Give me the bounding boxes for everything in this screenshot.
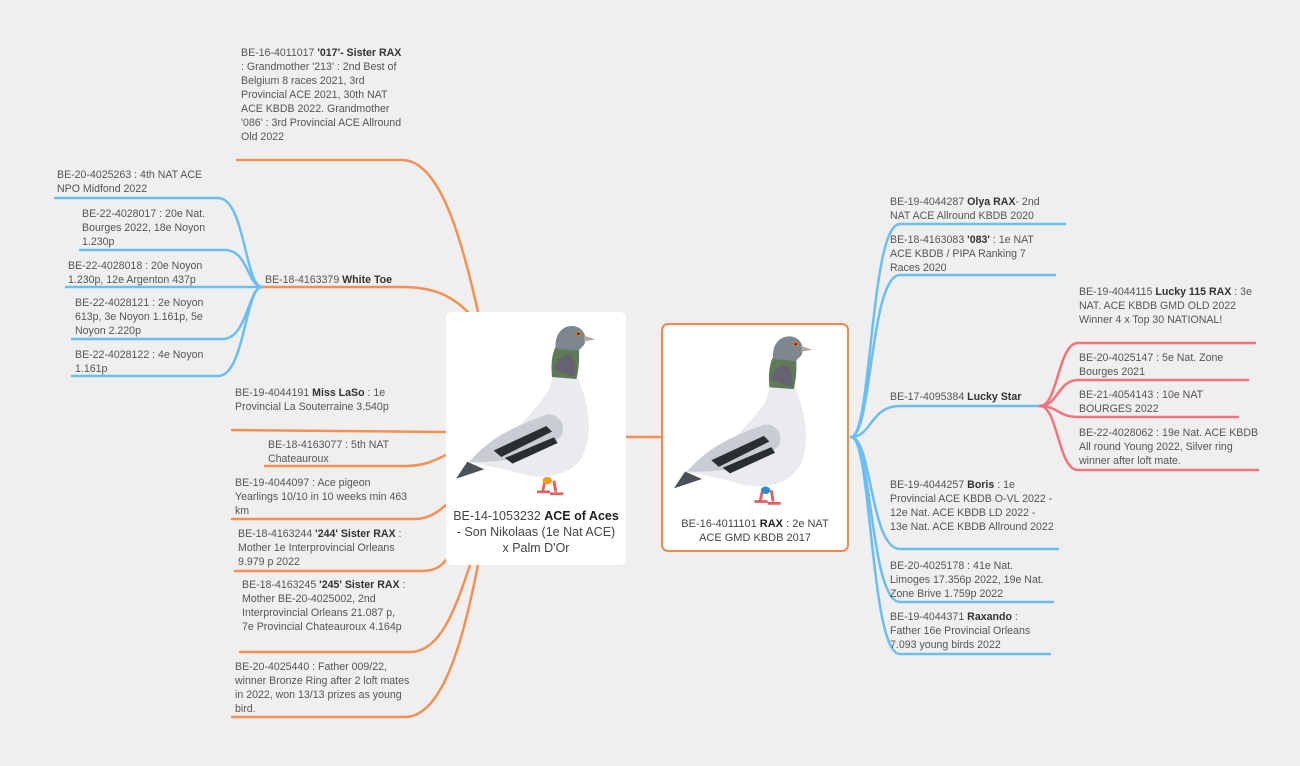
node-ring-id: BE-18-4163083 bbox=[890, 234, 968, 246]
node-description: : 20e Noyon 1.230p, 12e Argenton 437p bbox=[68, 260, 203, 286]
node-olya-rax[interactable] bbox=[890, 195, 1062, 223]
node-name: '245' Sister RAX bbox=[319, 579, 400, 591]
center-pigeon-card[interactable] bbox=[446, 312, 626, 565]
node-ring-id: BE-22-4028018 bbox=[68, 260, 146, 272]
node-name: Olya RAX bbox=[967, 196, 1016, 208]
node-ring-id: BE-18-4163077 bbox=[268, 439, 346, 451]
node-4028122[interactable] bbox=[75, 348, 225, 376]
node-sister-017[interactable] bbox=[241, 46, 406, 144]
node-description: : 1e Provincial ACE KBDB O-VL 2022 - 12e Nat. ACE KBDB LD 2022 - 13e Nat. ACE KBDB Allround 2022 bbox=[890, 479, 1054, 533]
node-4028062[interactable] bbox=[1079, 426, 1259, 468]
node-name: '017'- Sister RAX bbox=[317, 47, 402, 59]
pigeon-photo bbox=[456, 320, 616, 500]
node-4044097[interactable] bbox=[235, 476, 410, 518]
center-name: ACE of Aces bbox=[544, 509, 619, 523]
node-sister-244[interactable] bbox=[238, 527, 413, 569]
rax-name: RAX bbox=[759, 518, 784, 530]
node-description: : Father 16e Provincial Orleans 7.093 young birds 2022 bbox=[890, 611, 1031, 651]
node-ring-id: BE-20-4025440 bbox=[235, 661, 313, 673]
node-description: : 20e Nat. Bourges 2022, 18e Noyon 1.230p bbox=[82, 208, 206, 248]
rax-ring-id: BE-16-4011101 bbox=[681, 518, 757, 530]
node-ring-id: BE-19-4044097 bbox=[235, 477, 313, 489]
node-name: White Toe bbox=[342, 274, 392, 286]
node-ring-id: BE-19-4044191 bbox=[235, 387, 313, 399]
node-description: : 5e Nat. Zone Bourges 2021 bbox=[1079, 352, 1224, 378]
node-4025440[interactable] bbox=[235, 660, 410, 716]
node-description: : 1e Provincial La Souterraine 3.540p bbox=[235, 387, 389, 413]
node-white-toe[interactable] bbox=[265, 273, 415, 287]
rax-pigeon-card[interactable] bbox=[661, 323, 849, 552]
center-description: - Son Nikolaas (1e Nat ACE) x Palm D'Or bbox=[456, 525, 616, 555]
link-luckystar bbox=[851, 406, 1040, 437]
node-name: Raxando bbox=[967, 611, 1012, 623]
node-name: '083' bbox=[967, 234, 990, 246]
node-ring-id: BE-19-4044115 bbox=[1079, 286, 1156, 298]
node-4025263[interactable] bbox=[57, 168, 227, 196]
node-description: : Ace pigeon Yearlings 10/10 in 10 weeks min 463 km bbox=[235, 477, 408, 517]
node-4054143[interactable] bbox=[1079, 388, 1239, 416]
node-4025178[interactable] bbox=[890, 559, 1052, 601]
node-ring-id: BE-22-4028122 bbox=[75, 349, 153, 361]
node-ring-id: BE-22-4028062 bbox=[1079, 427, 1157, 439]
node-name: Miss LaSo bbox=[312, 387, 365, 399]
node-description: : 5th NAT Chateauroux bbox=[268, 439, 389, 465]
node-4163077[interactable] bbox=[268, 438, 413, 466]
center-caption bbox=[452, 508, 620, 556]
node-name: Lucky Star bbox=[967, 391, 1022, 403]
node-ring-id: BE-22-4028017 bbox=[82, 208, 160, 220]
node-ring-id: BE-19-4044257 bbox=[890, 479, 968, 491]
node-miss-laso[interactable] bbox=[235, 386, 410, 414]
node-name: Boris bbox=[967, 479, 995, 491]
node-ring-id: BE-18-4163244 bbox=[238, 528, 316, 540]
rax-description: : 2e NAT ACE GMD KBDB 2017 bbox=[699, 518, 829, 544]
node-name: '244' Sister RAX bbox=[315, 528, 396, 540]
node-ring-id: BE-22-4028121 bbox=[75, 297, 153, 309]
node-ring-id: BE-18-4163379 bbox=[265, 274, 343, 286]
node-description: : Grandmother '213' : 2nd Best of Belgium 8 races 2021, 3rd Provincial ACE 2021, 30th NAT ACE KBDB 2022. Grandmother '086' : 3rd Provincial ACE Allround Old 2022 bbox=[241, 61, 402, 143]
center-ring-id: BE-14-1053232 bbox=[453, 509, 541, 523]
node-083[interactable] bbox=[890, 233, 1055, 275]
node-ring-id: BE-18-4163245 bbox=[242, 579, 320, 591]
node-description: : 4e Noyon 1.161p bbox=[75, 349, 204, 375]
link-whitetoe bbox=[262, 287, 468, 312]
node-4028017[interactable] bbox=[82, 207, 227, 249]
node-lucky-115[interactable] bbox=[1079, 285, 1255, 327]
rax-caption bbox=[669, 517, 841, 545]
node-boris[interactable] bbox=[890, 478, 1055, 534]
node-description: - 2nd NAT ACE Allround KBDB 2020 bbox=[890, 196, 1040, 222]
node-description: : 1e NAT ACE KBDB / PIPA Ranking 7 Races 2020 bbox=[890, 234, 1034, 274]
node-raxando[interactable] bbox=[890, 610, 1050, 652]
node-description: : Mother 1e Interprovincial Orleans 9.979 p 2022 bbox=[238, 528, 402, 568]
node-ring-id: BE-20-4025178 bbox=[890, 560, 968, 572]
node-description: : 10e NAT BOURGES 2022 bbox=[1079, 389, 1203, 415]
node-description: : 41e Nat. Limoges 17.356p 2022, 19e Nat. Zone Brive 1.759p 2022 bbox=[890, 560, 1044, 600]
node-description: : 4th NAT ACE NPO Midfond 2022 bbox=[57, 169, 203, 195]
node-ring-id: BE-16-4011017 bbox=[241, 47, 318, 59]
node-ring-id: BE-20-4025263 bbox=[57, 169, 135, 181]
node-description: : 3e NAT. ACE KBDB GMD OLD 2022 Winner 4 x Top 30 NATIONAL! bbox=[1079, 286, 1252, 326]
node-description: : Mother BE-20-4025002, 2nd Interprovincial Orleans 21.087 p, 7e Provincial Chateauroux 4.164p bbox=[242, 579, 406, 633]
link-sister017 bbox=[237, 160, 478, 312]
node-ring-id: BE-17-4095384 bbox=[890, 391, 968, 403]
pigeon-photo bbox=[671, 331, 836, 509]
node-sister-245[interactable] bbox=[242, 578, 407, 634]
node-lucky-star[interactable] bbox=[890, 390, 1040, 404]
node-ring-id: BE-19-4044287 bbox=[890, 196, 968, 208]
node-name: Lucky 115 RAX bbox=[1155, 286, 1232, 298]
node-description: : 2e Noyon 613p, 3e Noyon 1.161p, 5e Noyon 2.220p bbox=[75, 297, 204, 337]
node-description: : Father 009/22, winner Bronze Ring after 2 loft mates in 2022, won 13/13 prizes as young bird. bbox=[235, 661, 410, 715]
node-4028121[interactable] bbox=[75, 296, 225, 338]
node-4025147[interactable] bbox=[1079, 351, 1249, 379]
node-ring-id: BE-21-4054143 bbox=[1079, 389, 1157, 401]
node-ring-id: BE-19-4044371 bbox=[890, 611, 968, 623]
node-description: : 19e Nat. ACE KBDB All round Young 2022, Silver ring winner after loft mate. bbox=[1079, 427, 1259, 467]
link-misslaso bbox=[232, 430, 446, 432]
node-ring-id: BE-20-4025147 bbox=[1079, 352, 1157, 364]
node-4028018[interactable] bbox=[68, 259, 233, 287]
